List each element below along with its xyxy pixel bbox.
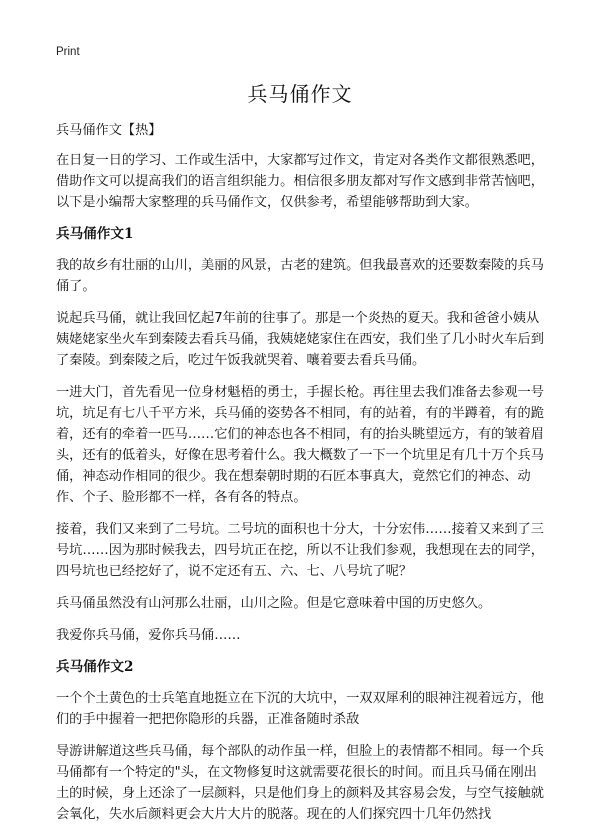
document-body — [56, 120, 544, 836]
paragraph: 我爱你兵马俑，爱你兵马俑…… — [56, 628, 241, 643]
paragraph: 说起兵马俑，就让我回忆起7年前的往事了。那是一个炎热的夏天。我和爸爸小姨从姨姥姥家坐火车到秦陵去看兵马俑，我姨姥姥家住在西安，我们坐了几小时火车后到了秦陵。到秦陵之后，吃过午饭我就哭着、嚷着要去看兵马俑。 — [56, 311, 544, 368]
document-subtitle: 兵马俑作文【热】 — [56, 123, 162, 138]
paragraph: 接着，我们又来到了二号坑。二号坑的面积也十分大，十分宏伟……接着又来到了三号坑……因为那时候我去，四号坑正在挖，所以不让我们参观，我想现在去的同学，四号坑也已经挖好了，说不定还有五、六、七、八号坑了呢？ — [56, 522, 544, 579]
print-label: Print — [56, 46, 80, 58]
section-heading-1: 兵马俑作文1 — [56, 226, 134, 242]
paragraph: 兵马俑虽然没有山河那么壮丽，山川之险。但是它意味着中国的历史悠久。 — [56, 596, 492, 611]
paragraph: 导游讲解道这些兵马俑，每个部队的动作虽一样，但脸上的表情都不相同。每一个兵马俑都有一个特定的"头，在文物修复时这就需要花很长的时间。而且兵马俑在刚出土的时候，身上还涂了一层颜料，只是他们身上的颜料及其容易会发，与空气接触就会氧化，失水后颜料更会大片大片的脱落。现在的人们探究四十几年仍然找 — [56, 744, 544, 822]
paragraph: 一个个土黄色的士兵笔直地挺立在下沉的大坑中，一双双犀利的眼神注视着远方，他们的手中握着一把把你隐形的兵器，正准备随时杀敌 — [56, 691, 544, 727]
section-heading-2: 兵马俑作文2 — [56, 659, 134, 675]
intro-paragraph: 在日复一日的学习、工作或生活中，大家都写过作文，肯定对各类作文都很熟悉吧，借助作文可以提高我们的语言组织能力。相信很多朋友都对写作文感到非常苦恼吧，以下是小编帮大家整理的兵马俑作文，仅供参考，希望能够帮助到大家。 — [56, 153, 544, 210]
paragraph: 一进大门，首先看见一位身材魁梧的勇士，手握长枪。再往里去我们准备去参观一号坑，坑足有七八千平方米，兵马俑的姿势各不相同，有的站着，有的半蹲着，有的跪着，还有的牵着一匹马……它们的神态也各不相同，有的抬头眺望远方，有的皱着眉头，还有的低着头，好像在思考着什么。我大概数了一下一个坑里足有几十万个兵马俑，神态动作相同的很少。我在想秦朝时期的石匠本事真大，竟然它们的神态、动作、个子、脸形都不一样，各有各的特点。 — [56, 385, 544, 505]
paragraph: 我的故乡有壮丽的山川，美丽的风景，古老的建筑。但我最喜欢的还要数秦陵的兵马俑了。 — [56, 258, 544, 294]
page-title: 兵马俑作文 — [247, 82, 353, 106]
